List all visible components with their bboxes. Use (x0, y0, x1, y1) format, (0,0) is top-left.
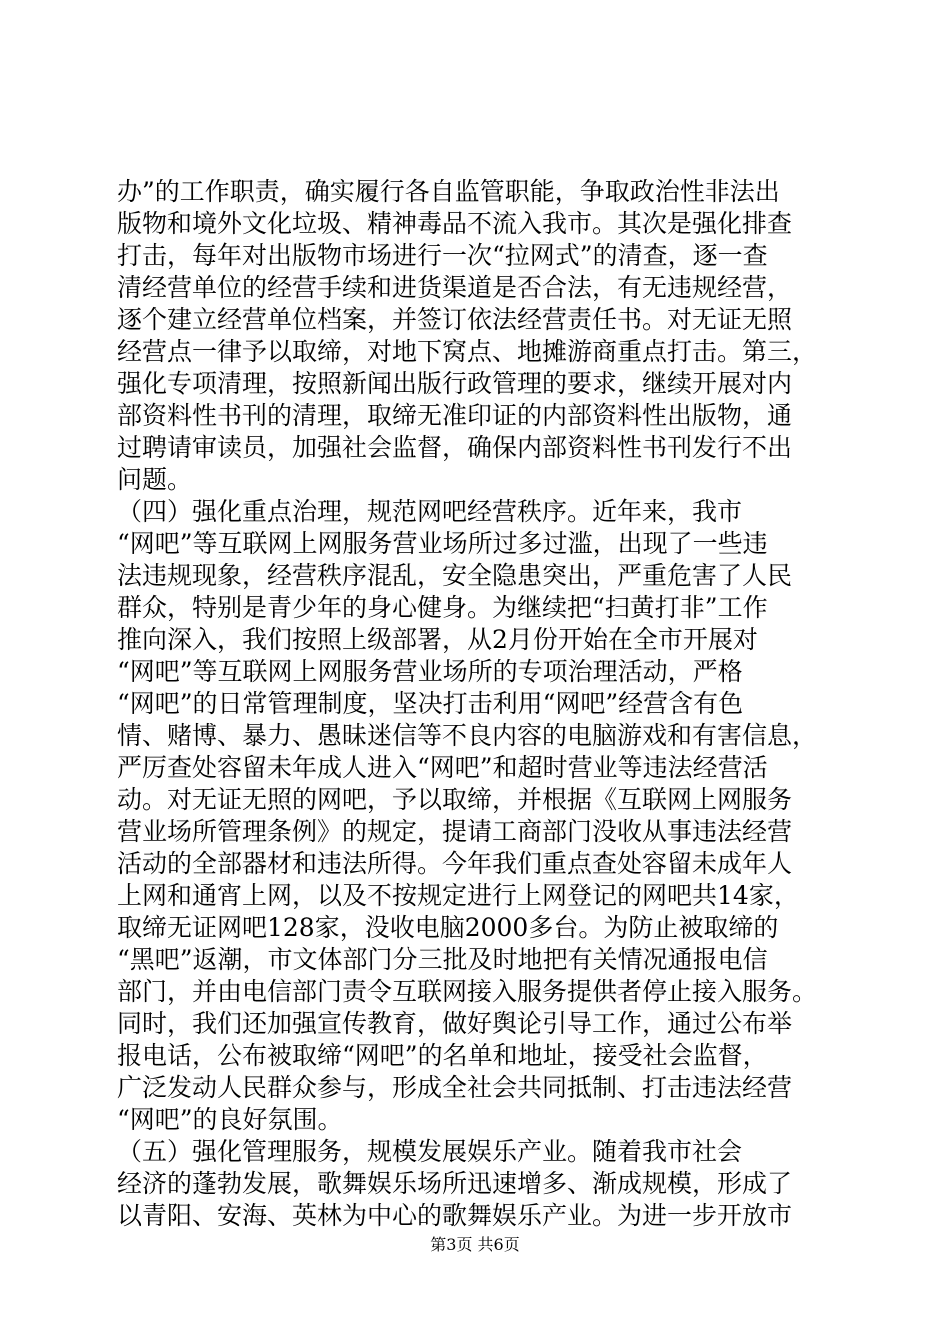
text-line: 动。对无证无照的网吧，予以取缔，并根据《互联网上网服务 (117, 785, 793, 814)
page-footer: 第3页 共6页 (430, 1235, 520, 1254)
text-line: 情、赌博、暴力、愚昧迷信等不良内容的电脑游戏和有害信息， (117, 721, 818, 750)
text-line: 法违规现象，经营秩序混乱，安全隐患突出，严重危害了人民 (117, 561, 793, 590)
text-line: 广泛发动人民群众参与，形成全社会共同抵制、打击违法经营 (117, 1073, 793, 1102)
text-line: 群众，特别是青少年的身心健身。为继续把“扫黄打非”工作 (117, 593, 768, 622)
text-line: 打击，每年对出版物市场进行一次“拉网式”的清查，逐一查 (117, 241, 768, 270)
text-line: 报电话，公布被取缔“网吧”的名单和地址，接受社会监督， (117, 1041, 768, 1070)
text-line: “黑吧”返潮，市文体部门分三批及时地把有关情况通报电信 (117, 945, 768, 974)
text-line: 同时，我们还加强宣传教育，做好舆论引导工作，通过公布举 (117, 1009, 793, 1038)
text-line: 活动的全部器材和违法所得。今年我们重点查处容留未成年人 (117, 849, 793, 878)
paragraph-heading-4: （四）强化重点治理，规范网吧经营秩序。近年来，我市 (117, 497, 743, 526)
paragraph-heading-5: （五）强化管理服务，规模发展娱乐产业。随着我市社会 (117, 1137, 743, 1166)
text-line: 经济的蓬勃发展，歌舞娱乐场所迅速增多、渐成规模，形成了 (117, 1169, 793, 1198)
text-line: “网吧”等互联网上网服务营业场所的专项治理活动，严格 (117, 657, 743, 686)
text-line: 上网和通宵上网，以及不按规定进行上网登记的网吧共14家， (117, 881, 799, 910)
text-line: 严厉查处容留未年成人进入“网吧”和超时营业等违法经营活 (117, 753, 768, 782)
text-line: 强化专项清理，按照新闻出版行政管理的要求，继续开展对内 (117, 369, 793, 398)
text-line: 版物和境外文化垃圾、精神毒品不流入我市。其次是强化排查 (117, 209, 793, 238)
text-line: 逐个建立经营单位档案，并签订依法经营责任书。对无证无照 (117, 305, 793, 334)
text-line: 过聘请审读员，加强社会监督，确保内部资料性书刊发行不出 (117, 433, 793, 462)
text-line: 问题。 (117, 465, 193, 494)
text-line: 清经营单位的经营手续和进货渠道是否合法，有无违规经营， (117, 273, 793, 302)
text-line: 部资料性书刊的清理，取缔无准印证的内部资料性出版物，通 (117, 401, 793, 430)
text-line: 经营点一律予以取缔，对地下窝点、地摊游商重点打击。第三， (117, 337, 818, 366)
text-line: 推向深入，我们按照上级部署，从2月份开始在全市开展对 (117, 625, 758, 654)
text-line: 营业场所管理条例》的规定，提请工商部门没收从事违法经营 (117, 817, 793, 846)
text-line: “网吧”的日常管理制度，坚决打击利用“网吧”经营含有色 (117, 689, 744, 718)
text-line: 办”的工作职责，确实履行各自监管职能，争取政治性非法出 (117, 177, 780, 206)
text-line: 取缔无证网吧128家，没收电脑2000多台。为防止被取缔的 (117, 913, 779, 942)
text-line: 以青阳、安海、英林为中心的歌舞娱乐产业。为进一步开放市 (117, 1201, 793, 1230)
text-line: “网吧”的良好氛围。 (117, 1105, 343, 1134)
text-line: “网吧”等互联网上网服务营业场所过多过滥，出现了一些违 (117, 529, 768, 558)
text-line: 部门，并由电信部门责令互联网接入服务提供者停止接入服务。 (117, 977, 818, 1006)
